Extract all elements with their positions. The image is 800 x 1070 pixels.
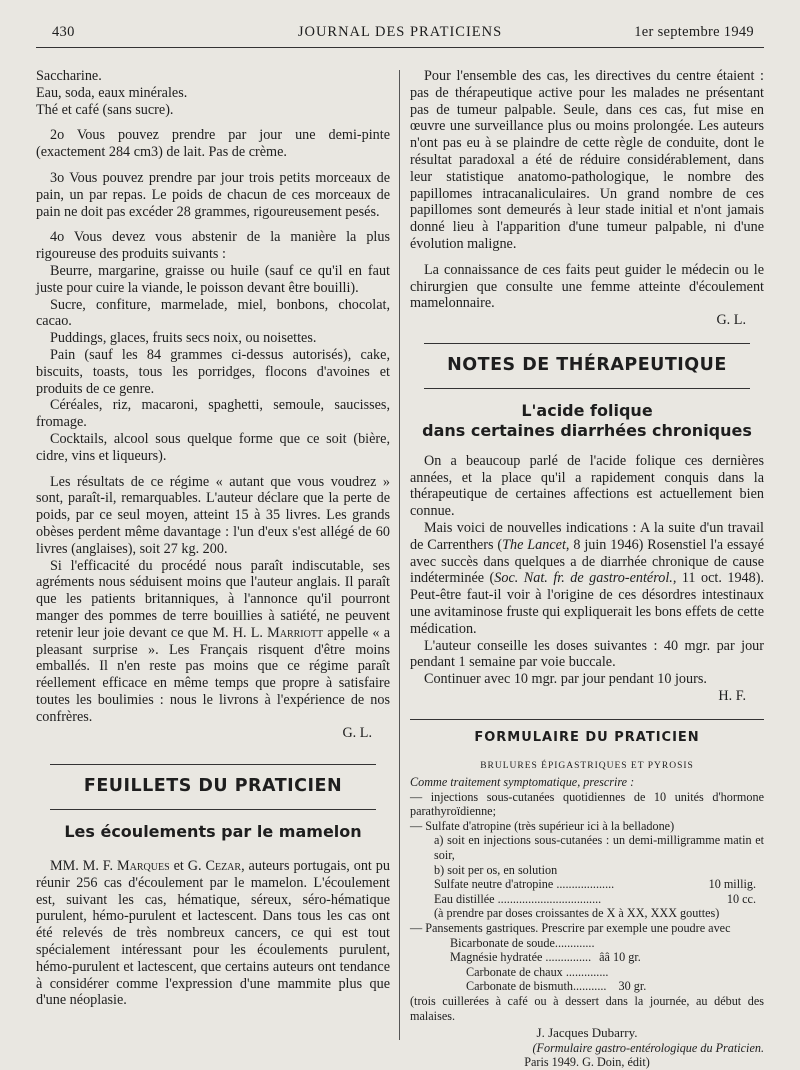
issue-date: 1er septembre 1949	[634, 24, 754, 40]
page-header	[36, 24, 764, 46]
author-name: Cezar	[205, 858, 242, 875]
paragraph: MM. M. F. Marques et G. Cezar, auteurs portugais, ont pu réunir 256 cas d'écoulement par le mamelon. L'écoulement est, suivant les cas, hématique, séreux, séro-hématique purulent, hémo-purulent et lactescent. Dans tous les cas ont été relevés de très nombreux cancers, ce qui est tout spécialement intéressant pour les écoulements purulent, hémo-purulent et lactescent, que certains auteurs ont tendance à considérer comme l'expression d'une mammite plus que d'une néoplasie.	[36, 858, 390, 1009]
list-item: Eau, soda, eaux minérales.	[36, 84, 188, 101]
citation: The Lancet	[502, 536, 566, 553]
author-name: Marques	[117, 858, 170, 875]
column-divider	[399, 70, 400, 1040]
list-item: Thé et café (sans sucre).	[36, 101, 174, 118]
formulary-publisher: Paris 1949. G. Doin, édit)	[524, 1055, 650, 1070]
paragraph: Mais voici de nouvelles indications : A la suite d'un travail de Carrenthers (The Lancet, 8 juin 1946) Rosenstiel l'a essayé avec succès dans quelques a de diarrhée chronique de cause indéterminée (Soc. Nat. fr. de gastro-entérol., 11 oct. 1948). Peut-être faut-il voir à l'origine de ces désordres intestinaux une avitaminose fruste qui expliquerait les bons effets de cette médication.	[410, 519, 765, 637]
paragraph: Continuer avec 10 mgr. par jour pendant 10 jours.	[424, 671, 707, 688]
paragraph: 4o Vous devez vous abstenir de la manière la plus rigoureuse des produits suivants :	[36, 229, 390, 263]
journal-title: JOURNAL DES PRATICIENS	[297, 24, 503, 40]
allowed-list	[36, 68, 390, 118]
formulary-line: — injections sous-cutanées quotidiennes de 10 unités d'hormone parathyroïdienne;	[410, 789, 764, 819]
formulary-ingredient: Bicarbonate de soude.............	[450, 935, 595, 950]
signature: H. F.	[718, 687, 746, 704]
paragraph: Les résultats de ce régime « autant que vous voudrez » sont, paraît-il, remarquables. L'auteur déclare que la perte de poids, par ce seul moyen, atteint 15 à 35 livres. Les grands obèses perdent même davantage : l'un d'eux s'est allégé de 60 livres (anglaises), soit 27 kg. 200.	[36, 473, 390, 557]
paragraph: La connaissance de ces faits peut guider le médecin ou le chirurgien que consulte une femme atteinte d'écoulement mamelonnaire.	[410, 261, 764, 312]
header-rule	[36, 47, 764, 48]
section-rule	[424, 343, 750, 344]
formulary-line: a) soit en injections sous-cutanées : un demi-milligramme matin et soir,	[434, 833, 764, 863]
signature: G. L.	[716, 312, 746, 329]
citation: Soc. Nat. fr. de gastro-entérol.	[494, 570, 673, 587]
section-title: FEUILLETS DU PRATICIEN	[83, 776, 343, 797]
paragraph: Pour l'ensemble des cas, les directives du centre étaient : pas de thérapeutique active pour les malades ne présentant pas de tumeur palpable. Seule, dans ces cas, fut mise en œuvre une surveillance plus ou moins prolongée. Les auteurs n'ont pas eu à se plaindre de cette règle de conduite, dont le résultat paradoxal a été de réduire considérablement, dans leur statistique anatomo-pathologique, le nombre des papillomes intracanaliculaires. Un grand nombre de ces papillomes sont demeurés à leur stade initial et n'ont jamais donné lieu à l'apparition d'une tumeur palpable, ni d'une évolution maligne.	[410, 68, 764, 252]
section-rule	[410, 719, 764, 720]
formulary-line: — Sulfate d'atropine (très supérieur ici à la belladone)	[410, 818, 675, 833]
list-item: Puddings, glaces, fruits secs noix, ou noisettes.	[50, 330, 317, 347]
signature: G. L.	[342, 725, 372, 742]
list-item: Cocktails, alcool sous quelque forme que ce soit (bière, cidre, vins et liqueurs).	[36, 430, 390, 464]
paragraph: 3o Vous pouvez prendre par jour trois petits morceaux de pain, un par repas. Le poids de chacun de ces morceaux de pain ne doit pas excéder 28 grammes, rigoureusement pesés.	[36, 169, 390, 220]
list-item: Pain (sauf les 84 grammes ci-dessus autorisés), cake, biscuits, toasts, tous les porridges, flocons d'avoines et produits de ce genre.	[36, 346, 390, 397]
page-number: 430	[52, 24, 75, 40]
formulary-line: — Pansements gastriques. Prescrire par exemple une poudre avec	[410, 921, 731, 936]
formulary-ingredient: Magnésie hydratée ............... ââ 10 gr.	[450, 950, 641, 965]
author-name: Marriott	[267, 624, 324, 641]
formulary-ingredient: Carbonate de bismuth........... 30 gr.	[466, 979, 647, 994]
article-title: L'acide folique dans certaines diarrhées chroniques	[422, 400, 752, 440]
formulary-line: b) soit per os, en solution	[434, 862, 558, 877]
list-item: Sucre, confiture, marmelade, miel, bonbons, chocolat, cacao.	[36, 296, 390, 330]
formulary-author: J. Jacques Dubarry.	[536, 1025, 638, 1041]
paragraph: 2o Vous pouvez prendre par jour une demi-pinte (exactement 284 cm3) de lait. Pas de crème.	[36, 127, 390, 161]
formulary-row: Sulfate neutre d'atropine ................... 10 millig.	[434, 877, 756, 892]
formulary-ingredient: Carbonate de chaux ..............	[466, 964, 609, 979]
left-column	[36, 68, 390, 1009]
formulary-row: Eau distillée .................................. 10 cc.	[434, 891, 756, 906]
formulary-intro: Comme traitement symptomatique, prescrire :	[410, 775, 635, 790]
paragraph: On a beaucoup parlé de l'acide folique ces dernières années, et la place qu'il a rapidement conquis dans la thérapeutique de certaines affections est actuellement bien connue.	[410, 452, 764, 520]
formulary-usage: (trois cuillerées à café ou à dessert dans la journée, au début des malaises.	[410, 994, 764, 1023]
list-item: Saccharine.	[36, 68, 102, 84]
formulary-source: (Formulaire gastro-entérologique du Praticien.	[532, 1040, 764, 1055]
paragraph: Si l'efficacité du procédé nous paraît indiscutable, ses agréments nous séduisent moins que l'auteur anglais. Il paraît que les patients britanniques, à l'annonce qu'il pourront manger des pommes de terre bouillies à satiété, ne peuvent retenir leur joie devant ce que M. H. L. Marriott appelle « a pleasant surprise ». Les Français risquent d'être moins emballés. Il n'en reste pas moins que ce régime paraît réellement efficace en même temps que propre à satisfaire toutes les boulimies : nous le livrons à l'expérience de nos confrères.	[36, 557, 390, 725]
section-rule	[50, 764, 376, 765]
formulary-line: (à prendre par doses croissantes de X à XX, XXX gouttes)	[434, 906, 720, 921]
list-item: Céréales, riz, macaroni, spaghetti, semoule, saucisses, fromage.	[36, 397, 390, 431]
right-column	[410, 68, 764, 1070]
list-item: Beurre, margarine, graisse ou huile (sauf ce qu'il en faut juste pour cuire la viande, le poisson devant être bouilli).	[36, 262, 390, 296]
section-title: NOTES DE THÉRAPEUTIQUE	[447, 354, 727, 375]
article-title: Les écoulements par le mamelon	[64, 822, 362, 842]
paragraph: L'auteur conseille les doses suivantes : 40 mgr. par jour pendant 1 semaine par voie buccale.	[410, 637, 764, 671]
formulary-box	[410, 759, 764, 1070]
formulary-title: FORMULAIRE DU PRATICIEN	[474, 729, 700, 745]
formulary-caption: BRULURES ÉPIGASTRIQUES ET PYROSIS	[480, 760, 694, 771]
